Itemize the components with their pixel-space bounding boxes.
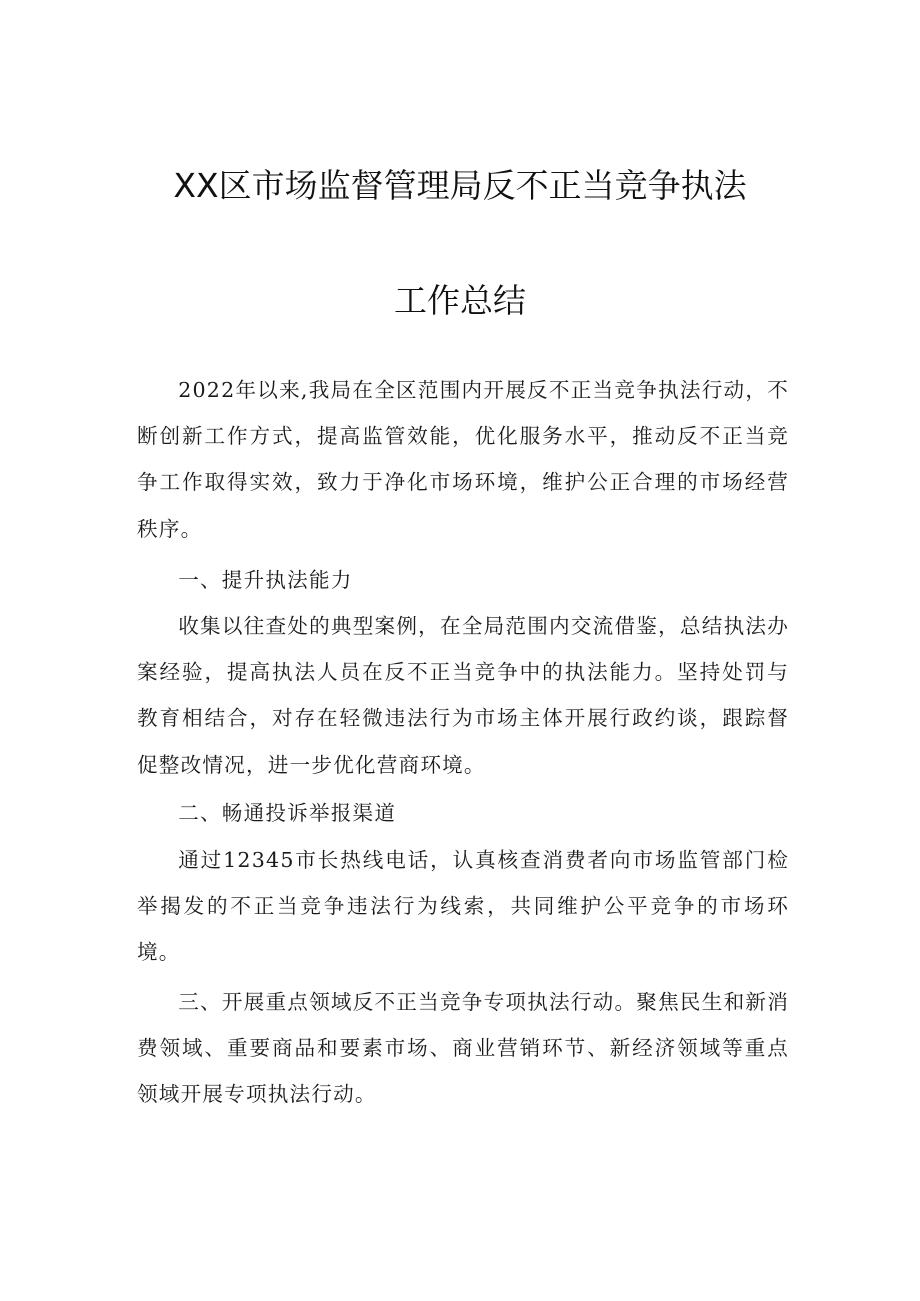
section-3-body-block <box>137 979 789 1118</box>
section-1-paragraph: 收集以往查处的典型案例，在全局范围内交流借鉴，总结执法办案经验，提高执法人员在反不正当竞争中的执法能力。坚持处罚与教育相结合，对存在轻微违法行为市场主体开展行政约谈，跟踪督促整改情况，进一步优化营商环境。 <box>137 614 789 777</box>
intro-paragraph: 2022年以来,我局在全区范围内开展反不正当竞争执法行动，不断创新工作方式，提高监管效能，优化服务水平，推动反不正当竞争工作取得实效，致力于净化市场环境，维护公正合理的市场经营秩序。 <box>137 378 789 541</box>
section-2-heading-block <box>137 790 789 836</box>
section-1-heading: 一、提升执法能力 <box>178 568 353 592</box>
document-title-line-1: XX区市场监督管理局反不正当竞争执法 <box>173 166 747 205</box>
section-1-heading-block <box>137 557 789 603</box>
section-3-paragraph: 三、开展重点领域反不正当竞争专项执法行动。聚焦民生和新消费领域、重要商品和要素市场、商业营销环节、新经济领域等重点领域开展专项执法行动。 <box>137 990 789 1107</box>
section-2-heading: 二、畅通投诉举报渠道 <box>178 801 397 825</box>
intro-paragraph-block <box>137 367 789 552</box>
document-title-line-2: 工作总结 <box>394 281 526 320</box>
section-1-body-block <box>137 603 789 788</box>
section-2-body-block <box>137 837 789 976</box>
section-2-paragraph: 通过12345市长热线电话，认真核查消费者向市场监管部门检举揭发的不正当竞争违法行为线索，共同维护公平竞争的市场环境。 <box>137 848 789 965</box>
